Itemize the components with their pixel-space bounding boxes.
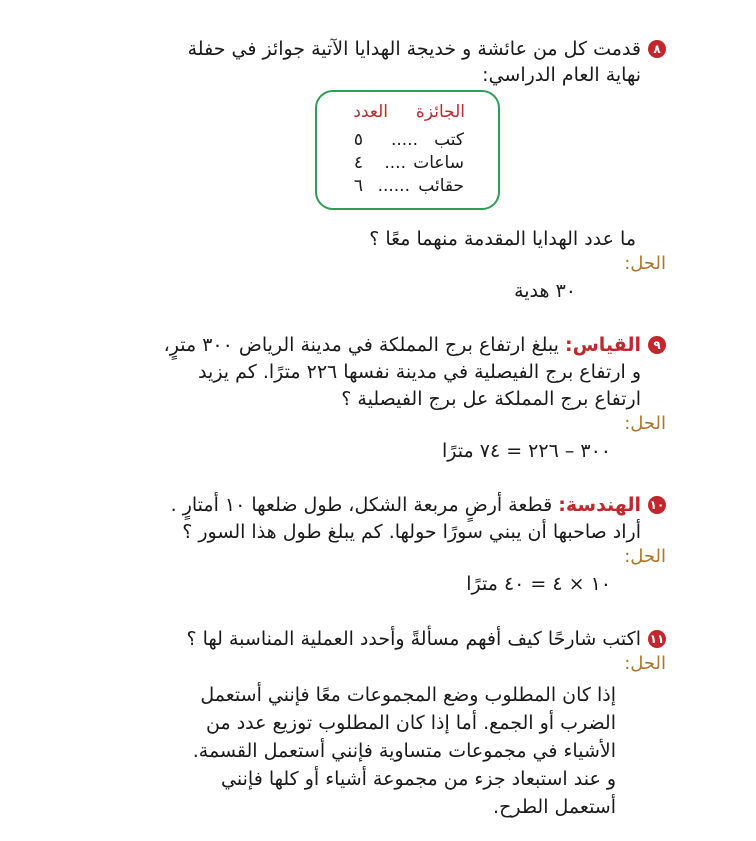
- table-header-prize: الجائزة: [415, 102, 465, 122]
- q11-answer-line: أستعمل الطرح.: [493, 796, 616, 818]
- q11-line-1: اكتب شارحًا كيف أفهم مسألةً وأحدد العملية المناسبة لها ؟: [186, 628, 641, 650]
- q10-solution-label: الحل:: [624, 546, 666, 567]
- q8-solution-label: الحل:: [624, 253, 666, 274]
- question-10-badge: ١٠: [649, 498, 665, 512]
- question-9-badge: ٩: [648, 336, 666, 354]
- q9-line-2: و ارتفاع برج الفيصلية في مدينة نفسها ٢٢٦ مترًا. كم يزيد: [198, 361, 641, 383]
- table-row-item: ساعات: [413, 153, 464, 173]
- q11-answer-line: الضرب أو الجمع. أما إذا كان المطلوب توزيع عدد من: [206, 712, 616, 734]
- q9-solution-label: الحل:: [624, 413, 666, 434]
- table-row-count: ٦: [353, 176, 363, 196]
- table-row-dots: ....: [384, 153, 406, 173]
- q10-line-1-text: قطعة أرضٍ مربعة الشكل، طول ضلعها ١٠ أمتارٍ .: [170, 494, 553, 516]
- q10-line-1: [171, 492, 641, 518]
- question-11-badge: ١١: [649, 632, 665, 646]
- q9-keyword: القياس:: [564, 334, 641, 356]
- q8-line-1: قدمت كل من عائشة و خديجة الهدايا الآتية جوائز في حفلة: [187, 38, 641, 60]
- q10-keyword: الهندسة:: [558, 494, 641, 516]
- q9-line-3: ارتفاع برج المملكة عل برج الفيصلية ؟: [341, 388, 641, 410]
- q11-answer-line: إذا كان المطلوب وضع المجموعات معًا فإنني أستعمل: [200, 684, 616, 706]
- question-8-badge: ٨: [648, 40, 666, 58]
- q11-answer-line: و عند استبعاد جزء من مجموعة أشياء أو كلها فإنني: [221, 768, 616, 790]
- table-header-count: العدد: [353, 102, 388, 122]
- q9-answer: ٣٠٠ – ٢٢٦ = ٧٤ مترًا: [442, 440, 611, 462]
- table-row-count: ٤: [353, 153, 363, 173]
- q8-question: ما عدد الهدايا المقدمة منهما معًا ؟: [369, 228, 636, 250]
- table-row-count: ٥: [353, 130, 363, 150]
- q9-line-1-text: يبلغ ارتفاع برج المملكة في مدينة الرياض ٣٠٠ مترٍ،: [163, 334, 559, 356]
- prize-table: [315, 90, 500, 210]
- q10-answer: ١٠ × ٤ = ٤٠ مترًا: [466, 573, 611, 595]
- table-row-dots: ......: [377, 176, 410, 196]
- q8-line-2: نهاية العام الدراسي:: [482, 64, 641, 86]
- q11-answer-line: الأشياء في مجموعات متساوية فإنني أستعمل القسمة.: [192, 740, 616, 762]
- q8-answer: ٣٠ هدية: [514, 280, 576, 302]
- q11-solution-label: الحل:: [624, 653, 666, 674]
- table-row-item: حقائب: [418, 176, 464, 196]
- q10-line-2: أراد صاحبها أن يبني سورًا حولها. كم يبلغ طول هذا السور ؟: [182, 521, 641, 543]
- table-row-item: كتب: [434, 130, 464, 150]
- q9-line-1: [164, 332, 641, 358]
- table-row-dots: .....: [390, 130, 418, 150]
